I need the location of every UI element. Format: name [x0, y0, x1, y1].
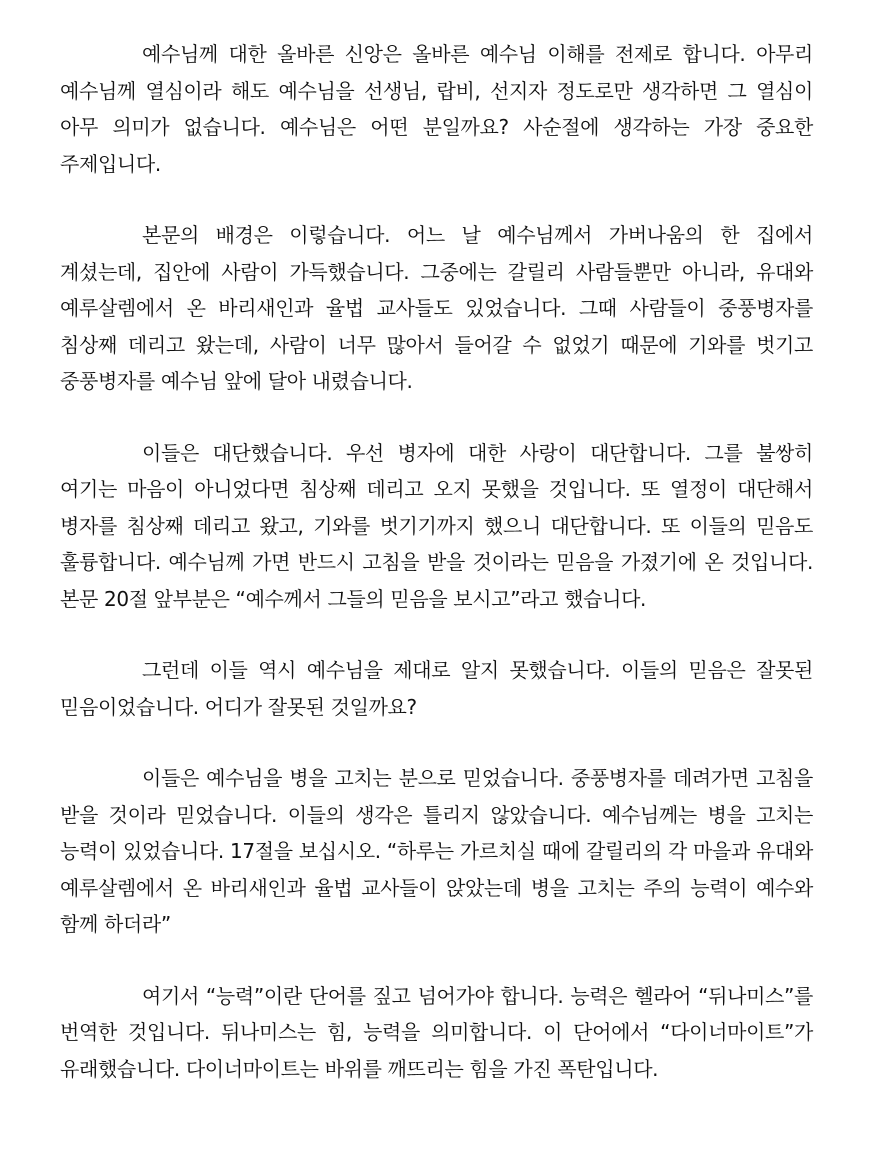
paragraph-4: 그런데 이들 역시 예수님을 제대로 알지 못했습니다. 이들의 믿음은 잘못된 믿음이었습니다. 어디가 잘못된 것일까요?: [60, 658, 813, 719]
paragraph-1: 예수님께 대한 올바른 신앙은 올바른 예수님 이해를 전제로 합니다. 아무리 예수님께 열심이라 해도 예수님을 선생님, 랍비, 선지자 정도로만 생각하면 그 열심이 아무 의미가 없습니다. 예수님은 어떤 분일까요? 사순절에 생각하는 가장 중요한 주제입니다.: [60, 42, 813, 176]
paragraph-6: 여기서 “능력”이란 단어를 짚고 넘어가야 합니다. 능력은 헬라어 “뒤나미스”를 번역한 것입니다. 뒤나미스는 힘, 능력을 의미합니다. 이 단어에서 “다이너마이트”가 유래했습니다. 다이너마이트는 바위를 깨뜨리는 힘을 가진 폭탄입니다.: [60, 983, 813, 1081]
paragraph-2: 본문의 배경은 이렇습니다. 어느 날 예수님께서 가버나움의 한 집에서 계셨는데, 집안에 사람이 가득했습니다. 그중에는 갈릴리 사람들뿐만 아니라, 유대와 예루살렘에서 온 바리새인과 율법 교사들도 있었습니다. 그때 사람들이 중풍병자를 침상째 데리고 왔는데, 사람이 너무 많아서 들어갈 수 없었기 때문에 기와를 벗기고 중풍병자를 예수님 앞에 달아 내렸습니다.: [60, 223, 813, 393]
paragraph-3: 이들은 대단했습니다. 우선 병자에 대한 사랑이 대단합니다. 그를 불쌍히 여기는 마음이 아니었다면 침상째 데리고 오지 못했을 것입니다. 또 열정이 대단해서 병자를 침상째 데리고 왔고, 기와를 벗기기까지 했으니 대단합니다. 또 이들의 믿음도 훌륭합니다. 예수님께 가면 반드시 고침을 받을 것이라는 믿음을 가졌기에 온 것입니다. 본문 20절 앞부분은 “예수께서 그들의 믿음을 보시고”라고 했습니다.: [60, 440, 813, 611]
paragraph-5: 이들은 예수님을 병을 고치는 분으로 믿었습니다. 중풍병자를 데려가면 고침을 받을 것이라 믿었습니다. 이들의 생각은 틀리지 않았습니다. 예수님께는 병을 고치는 능력이 있었습니다. 17절을 보십시오. “하루는 가르치실 때에 갈릴리의 각 마을과 유대와 예루살렘에서 온 바리새인과 율법 교사들이 앉았는데 병을 고치는 주의 능력이 예수와 함께 하더라”: [60, 766, 813, 936]
